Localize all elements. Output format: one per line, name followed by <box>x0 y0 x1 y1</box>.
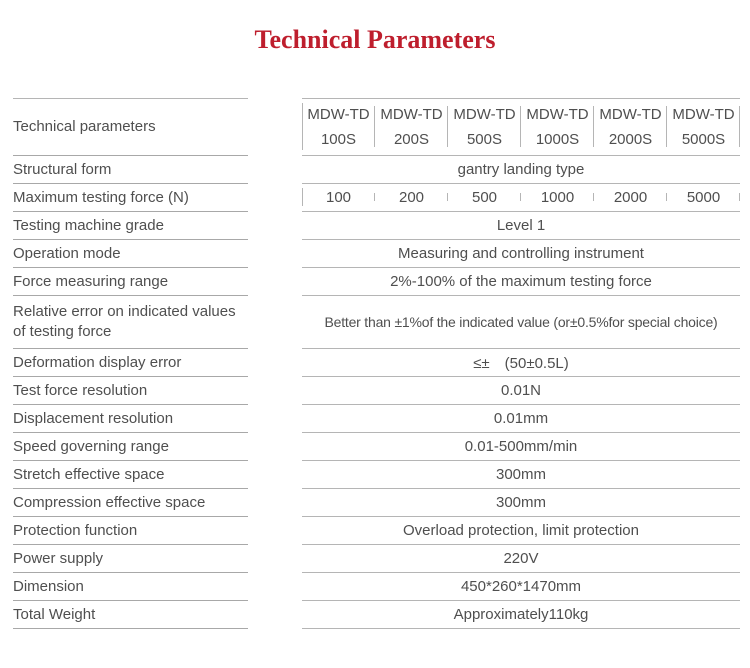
row-value: 0.01mm <box>302 405 740 433</box>
force-value-cell: 2000 <box>594 189 667 206</box>
row-label: Protection function <box>13 517 248 545</box>
force-value-cell: 500 <box>448 189 521 206</box>
row-displacement-resolution <box>0 405 750 433</box>
model-size: 5000S <box>681 131 726 148</box>
technical-parameters-table <box>0 98 750 629</box>
row-test-force-resolution <box>0 377 750 405</box>
row-label: Relative error on indicated values of testing force <box>13 296 248 349</box>
force-value-cell: 100 <box>302 189 375 206</box>
row-compression-effective-space <box>0 489 750 517</box>
row-label: Power supply <box>13 545 248 573</box>
row-power-supply <box>0 545 750 573</box>
row-label: Speed governing range <box>13 433 248 461</box>
row-label: Structural form <box>13 156 248 184</box>
row-label: Operation mode <box>13 240 248 268</box>
row-label: Total Weight <box>13 601 248 629</box>
row-value: 300mm <box>302 461 740 489</box>
header-model-cell <box>448 102 521 152</box>
row-force-measuring-range <box>0 268 750 296</box>
model-size: 200S <box>393 131 430 148</box>
row-value: Overload protection, limit protection <box>302 517 740 545</box>
row-value: 0.01-500mm/min <box>302 433 740 461</box>
row-value: Better than ±1%of the indicated value (or±0.5%for special choice) <box>302 296 740 349</box>
row-total-weight <box>0 601 750 629</box>
row-value: 0.01N <box>302 377 740 405</box>
model-series: MDW-TD <box>307 106 370 123</box>
header-model-cell <box>375 102 448 152</box>
model-series: MDW-TD <box>599 106 662 123</box>
row-label: Dimension <box>13 573 248 601</box>
row-value: 450*260*1470mm <box>302 573 740 601</box>
row-value: 2%-100% of the maximum testing force <box>302 268 740 296</box>
header-model-cell <box>521 102 594 152</box>
row-label: Maximum testing force (N) <box>13 184 248 212</box>
model-series: MDW-TD <box>380 106 443 123</box>
model-series: MDW-TD <box>453 106 516 123</box>
page-title: Technical Parameters <box>254 25 496 54</box>
row-label: Technical parameters <box>13 98 248 156</box>
model-series: MDW-TD <box>672 106 735 123</box>
row-label: Deformation display error <box>13 349 248 377</box>
row-testing-machine-grade <box>0 212 750 240</box>
row-value: Level 1 <box>302 212 740 240</box>
row-operation-mode <box>0 240 750 268</box>
row-label: Compression effective space <box>13 489 248 517</box>
row-value: Measuring and controlling instrument <box>302 240 740 268</box>
row-value: ≤± (50±0.5L) <box>302 349 740 377</box>
row-value: gantry landing type <box>302 156 740 184</box>
row-speed-governing-range <box>0 433 750 461</box>
row-value: 300mm <box>302 489 740 517</box>
force-value-cell: 200 <box>375 189 448 206</box>
model-size: 1000S <box>535 131 580 148</box>
row-label: Force measuring range <box>13 268 248 296</box>
header-model-cell <box>667 102 740 152</box>
force-value-cell: 1000 <box>521 189 594 206</box>
force-value-cell: 5000 <box>667 189 740 206</box>
force-value-columns <box>302 184 740 212</box>
row-max-testing-force <box>0 184 750 212</box>
model-size: 500S <box>466 131 503 148</box>
row-relative-error <box>0 296 750 349</box>
row-label: Testing machine grade <box>13 212 248 240</box>
row-stretch-effective-space <box>0 461 750 489</box>
row-protection-function <box>0 517 750 545</box>
row-dimension <box>0 573 750 601</box>
row-label: Stretch effective space <box>13 461 248 489</box>
model-size: 2000S <box>608 131 653 148</box>
table-header-row <box>0 98 750 156</box>
header-model-cell <box>302 102 375 152</box>
model-series: MDW-TD <box>526 106 589 123</box>
row-value: 220V <box>302 545 740 573</box>
header-model-columns <box>302 98 740 156</box>
row-label: Displacement resolution <box>13 405 248 433</box>
row-value: Approximately110kg <box>302 601 740 629</box>
row-structural-form <box>0 156 750 184</box>
model-size: 100S <box>320 131 357 148</box>
row-deformation-display-error <box>0 349 750 377</box>
row-label: Test force resolution <box>13 377 248 405</box>
header-model-cell <box>594 102 667 152</box>
